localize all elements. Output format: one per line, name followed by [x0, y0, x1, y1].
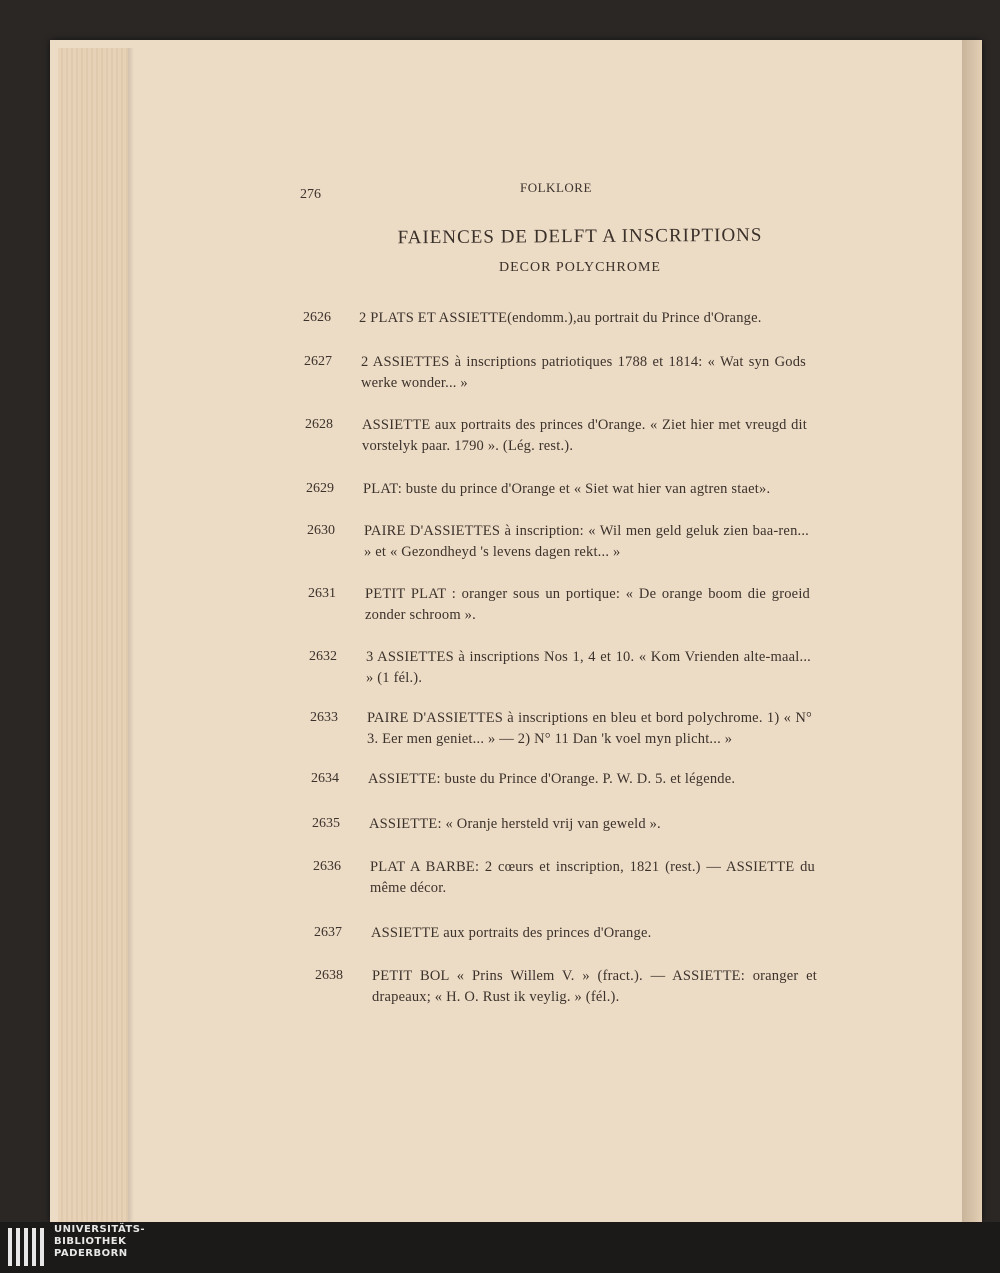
logo-line: BIBLIOTHEK: [54, 1236, 127, 1247]
lot-description: ASSIETTE: « Oranje hersteld vrij van geweld ».: [369, 816, 661, 832]
lot-description: PAIRE D'ASSIETTES à inscriptions en bleu et bord polychrome. 1) « N° 3. Eer men geniet... » — 2) N° 11 Dan 'k voel myn plicht... »: [367, 710, 812, 747]
footer-bar: [0, 1222, 1000, 1273]
lot-number: 2629: [306, 481, 334, 496]
library-logo-icon: [8, 1226, 48, 1268]
lot-number: 2626: [303, 310, 331, 325]
library-logo-text: [54, 1224, 145, 1260]
page-number: 276: [300, 187, 321, 202]
lot-description: PETIT PLAT : oranger sous un portique: « De orange boom die groeid zonder schroom ».: [365, 586, 810, 623]
lot-description: 2 PLATS ET ASSIETTE(endomm.),au portrait du Prince d'Orange.: [359, 310, 762, 326]
book-page: [50, 40, 982, 1222]
lot-number: 2630: [307, 523, 335, 538]
lot-description: PLAT: buste du prince d'Orange et « Siet wat hier van agtren staet».: [363, 481, 771, 497]
lot-description: 2 ASSIETTES à inscriptions patriotiques 1788 et 1814: « Wat syn Gods werke wonder... »: [361, 354, 806, 391]
lot-description: PAIRE D'ASSIETTES à inscription: « Wil men geld geluk zien baa-ren... » et « Gezondheyd 's levens dagen rekt... »: [364, 523, 809, 560]
lot-number: 2627: [304, 354, 332, 369]
lot-number: 2637: [314, 925, 342, 940]
logo-line: UNIVERSITÄTS-: [54, 1224, 146, 1235]
lot-number: 2628: [305, 417, 333, 432]
lot-number: 2634: [311, 771, 339, 786]
lot-description: ASSIETTE: buste du Prince d'Orange. P. W. D. 5. et légende.: [368, 771, 736, 787]
lot-description: 3 ASSIETTES à inscriptions Nos 1, 4 et 10. « Kom Vrienden alte-maal... » (1 fél.).: [366, 649, 811, 686]
lot-number: 2638: [315, 968, 343, 983]
page-edges: [58, 48, 128, 1222]
lot-description: PLAT A BARBE: 2 cœurs et inscription, 1821 (rest.) — ASSIETTE du même décor.: [370, 859, 815, 896]
page-subtitle: DECOR POLYCHROME: [498, 260, 661, 275]
facing-page-edge: [962, 40, 982, 1222]
lot-description: ASSIETTE aux portraits des princes d'Orange.: [371, 925, 652, 941]
logo-line: PADERBORN: [54, 1248, 128, 1259]
lot-number: 2631: [308, 586, 336, 601]
lot-number: 2635: [312, 816, 340, 831]
page-title: FAIENCES DE DELFT A INSCRIPTIONS: [397, 224, 763, 249]
lot-number: 2633: [310, 710, 338, 725]
lot-number: 2632: [309, 649, 337, 664]
section-name: FOLKLORE: [520, 180, 592, 195]
lot-description: PETIT BOL « Prins Willem V. » (fract.). — ASSIETTE: oranger et drapeaux; « H. O. Rust ik veylig. » (fél.).: [372, 968, 817, 1005]
lot-number: 2636: [313, 859, 341, 874]
lot-description: ASSIETTE aux portraits des princes d'Orange. « Ziet hier met vreugd dit vorstelyk paar. 1790 ». (Lég. rest.).: [362, 417, 807, 454]
